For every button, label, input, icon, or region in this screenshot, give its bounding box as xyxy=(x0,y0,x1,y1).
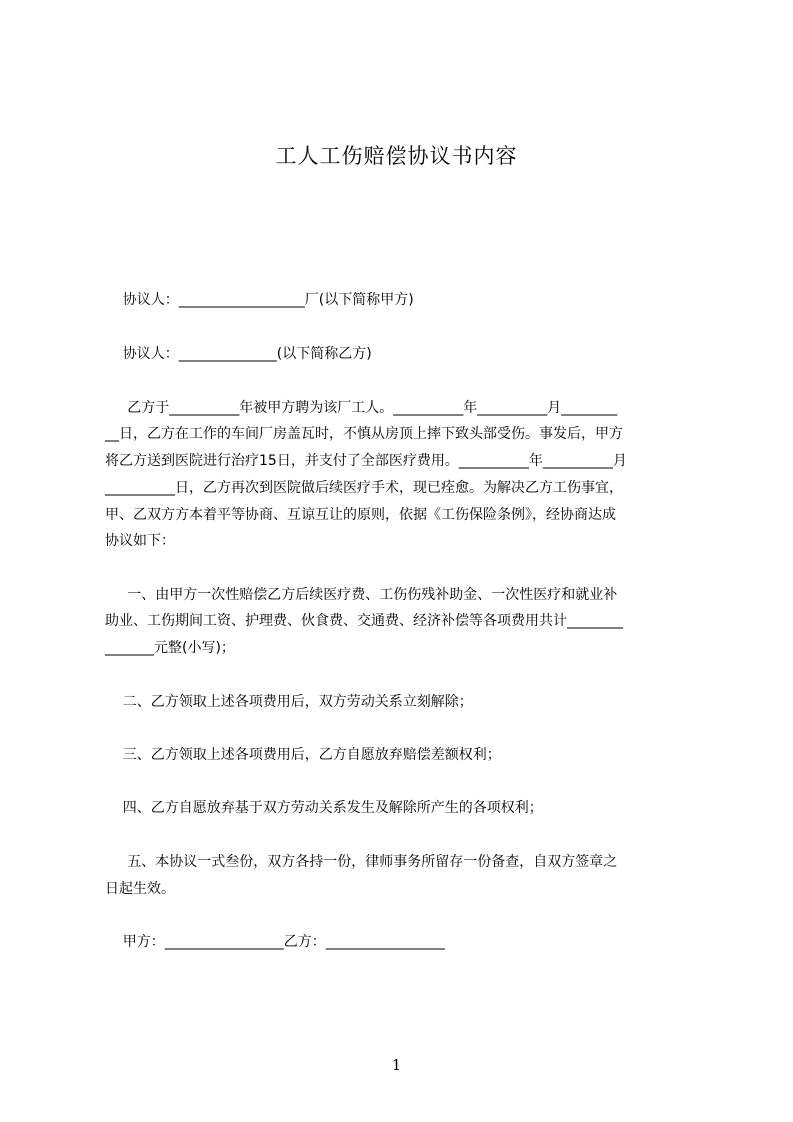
party-a-line: 协议人：__________________厂(以下简称甲方) xyxy=(105,292,414,308)
body-line: 将乙方送到医院进行治疗15日，并支付了全部医疗费用。__________年__________月 xyxy=(105,453,627,469)
clause-1-line: _______元整(小写)； xyxy=(105,640,235,656)
clause-4-line: 四、乙方自愿放弃基于双方劳动关系发生及解除所产生的各项权利； xyxy=(105,800,543,816)
document-title: 工人工伤赔偿协议书内容 xyxy=(275,144,518,168)
clause-1-line: 一、由甲方一次性赔偿乙方后续医疗费、工伤伤残补助金、一次性医疗和就业补 xyxy=(105,587,618,603)
body-line: __________日，乙方再次到医院做后续医疗手术，现已痊愈。为解决乙方工伤事宜， xyxy=(105,480,623,496)
body-line: 乙方于__________年被甲方聘为该厂工人。__________年__________月________ xyxy=(105,400,618,416)
body-line: __日，乙方在工作的车间厂房盖瓦时，不慎从房顶上摔下致头部受伤。事发后，甲方 xyxy=(105,426,623,442)
clause-1-line: 助业、工伤期间工资、护理费、伙食费、交通费、经济补偿等各项费用共计________ xyxy=(105,613,623,629)
clause-2-line: 二、乙方领取上述各项费用后，双方劳动关系立刻解除； xyxy=(105,694,473,710)
clause-5-line: 日起生效。 xyxy=(105,881,175,897)
signature-line: 甲方：_________________乙方：_________________ xyxy=(105,934,445,950)
clause-3-line: 三、乙方领取上述各项费用后，乙方自愿放弃赔偿差额权利； xyxy=(105,747,501,763)
clause-5-line: 五、本协议一式叁份，双方各持一份，律师事务所留存一份备查，自双方签章之 xyxy=(105,854,618,870)
page-number: 1 xyxy=(391,1056,402,1074)
party-b-line: 协议人：______________(以下简称乙方) xyxy=(105,346,372,362)
body-line: 甲、乙双方方本着平等协商、互谅互让的原则，依据《工伤保险条例》，经协商达成 xyxy=(105,507,616,523)
body-line: 协议如下： xyxy=(105,533,175,549)
